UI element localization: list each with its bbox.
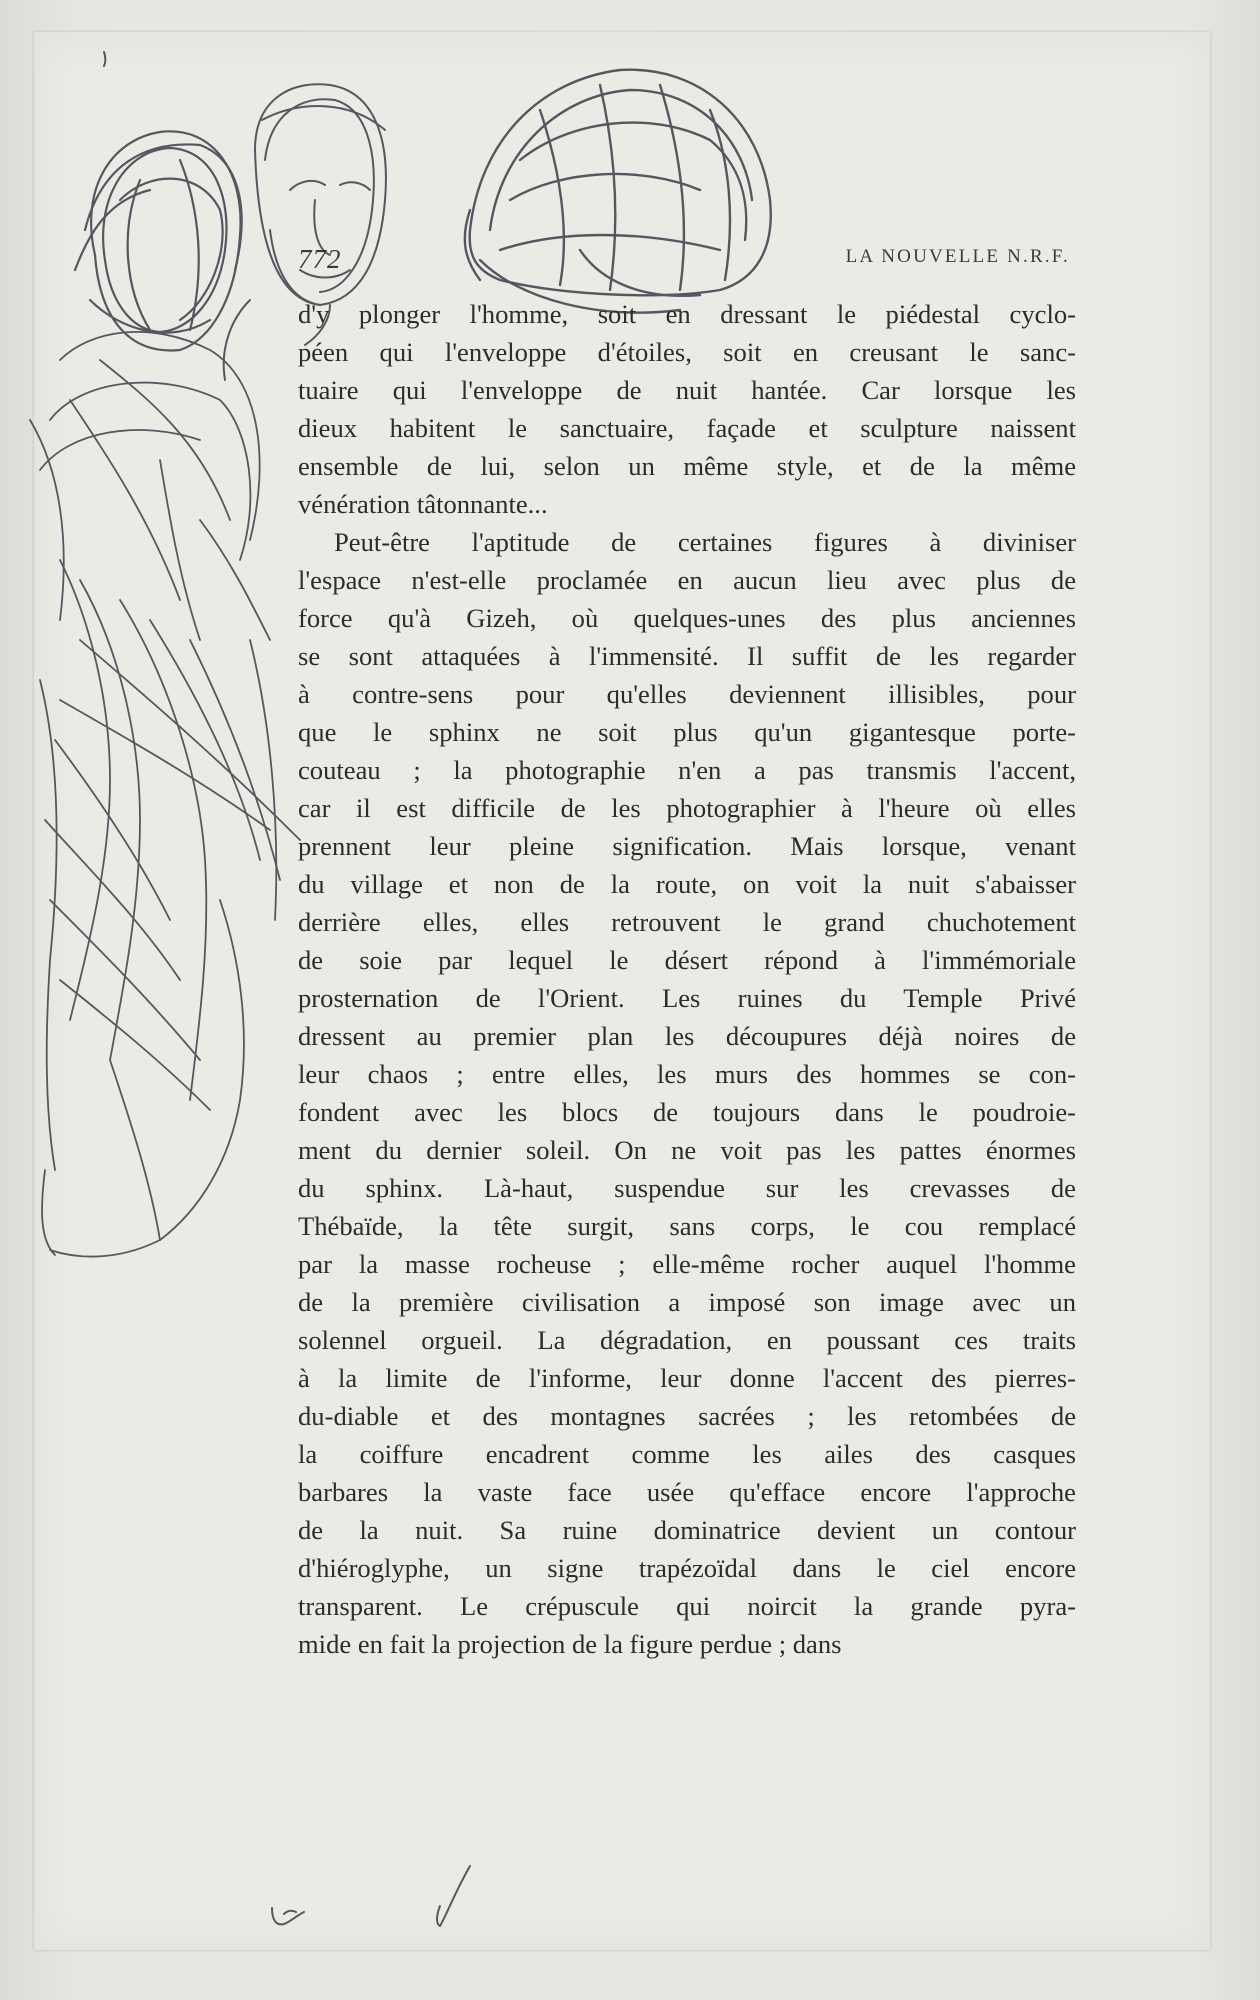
text-line: de soie par lequel le désert répond à l'immémoriale	[298, 945, 1076, 975]
text-line: car il est difficile de les photographier à l'heure où elles	[298, 793, 1076, 823]
text-line: de la première civilisation a imposé son image avec un	[298, 1287, 1076, 1317]
text-line: dieux habitent le sanctuaire, façade et sculpture naissent	[298, 413, 1076, 443]
text-line: couteau ; la photographie n'en a pas transmis l'accent,	[298, 755, 1076, 785]
text-line: fondent avec les blocs de toujours dans le poudroie-	[298, 1097, 1076, 1127]
text-line: de la nuit. Sa ruine dominatrice devient un contour	[298, 1515, 1076, 1545]
text-line: par la masse rocheuse ; elle-même rocher auquel l'homme	[298, 1249, 1076, 1279]
text-line: Peut-être l'aptitude de certaines figures à diviniser	[334, 527, 1076, 557]
body-text	[298, 295, 1076, 1663]
text-line: d'hiéroglyphe, un signe trapézoïdal dans le ciel encore	[298, 1553, 1076, 1583]
page-number: 772	[298, 244, 342, 274]
running-head	[298, 244, 1070, 276]
text-line: barbares la vaste face usée qu'efface encore l'approche	[298, 1477, 1076, 1507]
text-line: ensemble de lui, selon un même style, et de la même	[298, 451, 1076, 481]
text-line: à la limite de l'informe, leur donne l'accent des pierres-	[298, 1363, 1076, 1393]
text-line: vénération tâtonnante...	[298, 489, 548, 519]
journal-title: LA NOUVELLE N.R.F.	[845, 246, 1070, 267]
text-line: ment du dernier soleil. On ne voit pas les pattes énormes	[298, 1135, 1076, 1165]
text-line: péen qui l'enveloppe d'étoiles, soit en creusant le sanc-	[298, 337, 1076, 367]
text-line: Thébaïde, la tête surgit, sans corps, le cou remplacé	[298, 1211, 1076, 1241]
text-line: que le sphinx ne soit plus qu'un gigantesque porte-	[298, 717, 1076, 747]
text-line: mide en fait la projection de la figure perdue ; dans	[298, 1629, 842, 1659]
text-line: se sont attaquées à l'immensité. Il suffit de les regarder	[298, 641, 1076, 671]
text-line: dressent au premier plan les découpures déjà noires de	[298, 1021, 1076, 1051]
text-line: derrière elles, elles retrouvent le grand chuchotement	[298, 907, 1076, 937]
text-line: la coiffure encadrent comme les ailes des casques	[298, 1439, 1076, 1469]
text-line: l'espace n'est-elle proclamée en aucun lieu avec plus de	[298, 565, 1076, 595]
text-line: tuaire qui l'enveloppe de nuit hantée. Car lorsque les	[298, 375, 1076, 405]
text-line: du sphinx. Là-haut, suspendue sur les crevasses de	[298, 1173, 1076, 1203]
text-line: à contre-sens pour qu'elles deviennent illisibles, pour	[298, 679, 1076, 709]
text-line: prennent leur pleine signification. Mais lorsque, venant	[298, 831, 1076, 861]
text-line: d'y plonger l'homme, soit en dressant le piédestal cyclo-	[298, 299, 1076, 329]
text-line: solennel orgueil. La dégradation, en poussant ces traits	[298, 1325, 1076, 1355]
text-line: transparent. Le crépuscule qui noircit la grande pyra-	[298, 1591, 1076, 1621]
text-line: prosternation de l'Orient. Les ruines du Temple Privé	[298, 983, 1076, 1013]
text-line: du village et non de la route, on voit la nuit s'abaisser	[298, 869, 1076, 899]
text-line: du-diable et des montagnes sacrées ; les retombées de	[298, 1401, 1076, 1431]
text-line: force qu'à Gizeh, où quelques-unes des plus anciennes	[298, 603, 1076, 633]
text-line: leur chaos ; entre elles, les murs des hommes se con-	[298, 1059, 1076, 1089]
